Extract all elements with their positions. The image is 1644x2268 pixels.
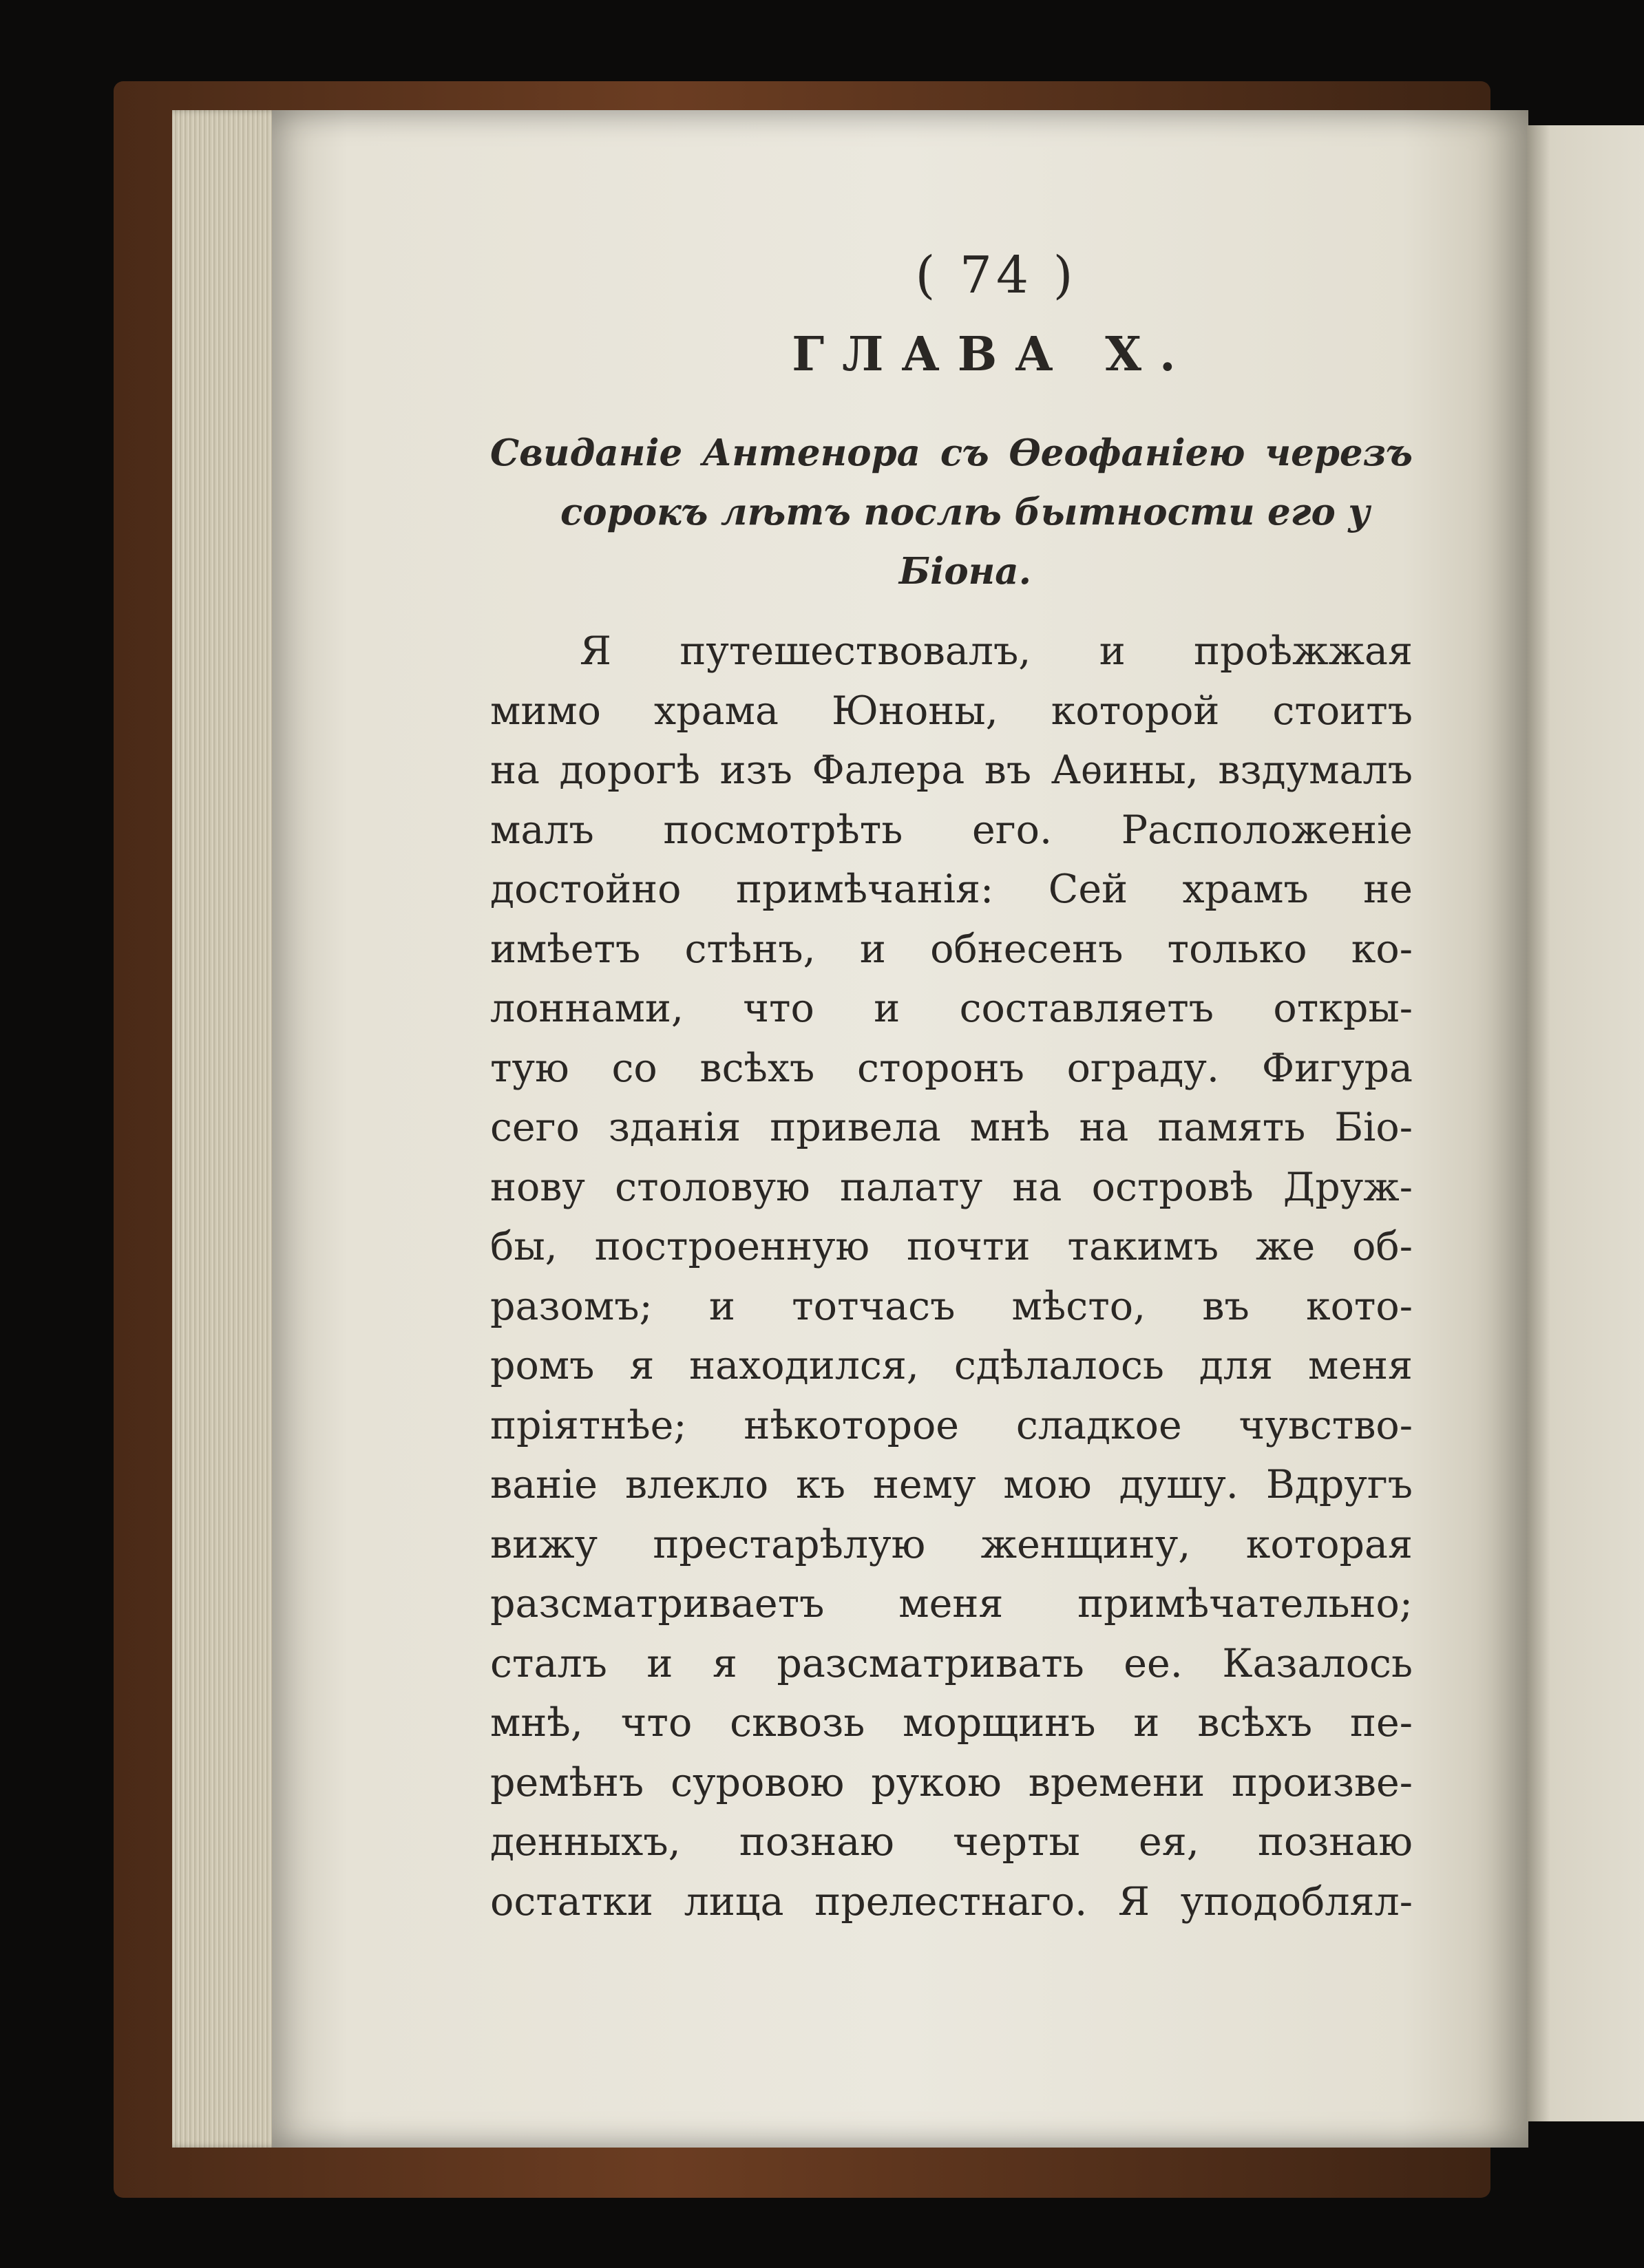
page-edges [172,110,282,2148]
text-line: тую со всѣхъ сторонъ ограду. Фигура [490,1045,1413,1091]
subtitle-line: Свиданіе Антенора съ Ѳеофаніею черезъ [490,432,1413,474]
text-line: на дорогѣ изъ Фалера въ Аѳины, вздумалъ [490,748,1413,793]
text-line: разсматриваетъ меня примѣчательно; [490,1581,1413,1626]
chapter-title: ГЛАВА X. [792,327,1194,382]
text-line: нову столовую палату на островѣ Друж- [490,1164,1413,1210]
text-line: сего зданія привела мнѣ на память Біо- [490,1105,1413,1150]
text-line: малъ посмотрѣть его. Расположеніе [490,807,1413,853]
text-line: бы, построенную почти такимъ же об- [490,1224,1413,1269]
text-line: Я путешествовалъ, и проѣжжая [580,628,1413,674]
page-text [490,237,1413,1931]
facing-page-edge [1527,125,1644,2121]
text-line: имѣетъ стѣнъ, и обнесенъ только ко- [490,926,1413,972]
body-text [490,622,1413,1931]
text-line: пріятнѣе; нѣкоторое сладкое чувство- [490,1402,1413,1448]
text-line: ваніе влекло къ нему мою душу. Вдругъ [490,1462,1413,1507]
text-line: мимо храма Юноны, которой стоитъ [490,688,1413,734]
text-line: достойно примѣчанія: Сей храмъ не [490,867,1413,912]
text-line: ремѣнъ суровою рукою времени произве- [490,1759,1413,1805]
text-line: остатки лица прелестнаго. Я уподоблял- [490,1878,1413,1925]
text-line: вижу престарѣлую женщину, которая [490,1521,1413,1567]
page-number: ( 74 ) [915,246,1077,305]
text-line: разомъ; и тотчасъ мѣсто, въ кото- [490,1283,1413,1329]
text-line: мнѣ, что сквозь морщинъ и всѣхъ пе- [490,1700,1413,1746]
text-line: ромъ я находился, сдѣлалось для меня [490,1343,1413,1388]
subtitle-line: сорокъ лѣтъ послѣ бытности его у Біона. [560,491,1371,593]
chapter-subtitle [490,423,1413,601]
text-line: сталъ и я разсматривать ее. Казалось [490,1640,1413,1686]
text-line: денныхъ, познаю черты ея, познаю [490,1819,1413,1865]
text-line: лоннами, что и составляетъ откры- [490,986,1413,1031]
